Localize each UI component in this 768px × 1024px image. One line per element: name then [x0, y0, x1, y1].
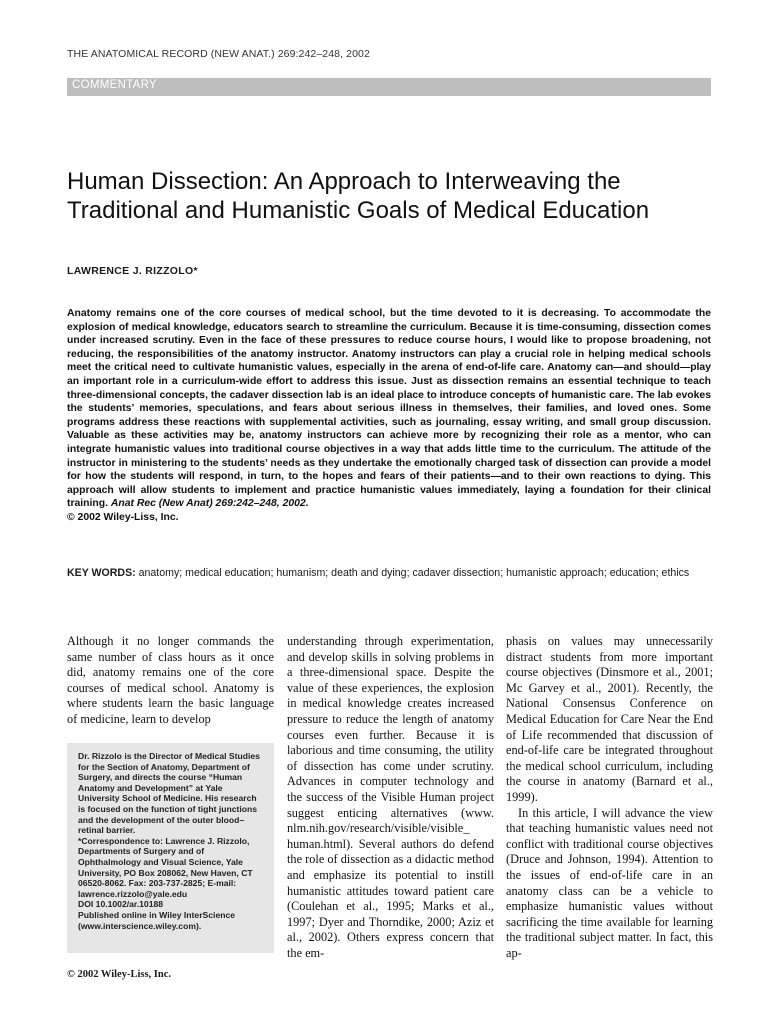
- keywords: [67, 566, 711, 581]
- body-paragraph: In this article, I will advance the view that teaching humanistic values need not conflict with traditional course objectives (Druce and Johnson, 1994). Attention to the issues of end-of-life care in an anatomy class can be a vehicle to emphasize humanistic values without sacrificing the time available for learning the traditional subject matter. In fact, this ap-: [506, 805, 713, 960]
- keywords-label: KEY WORDS:: [67, 567, 136, 579]
- keywords-list: anatomy; medical education; humanism; death and dying; cadaver dissection; humanistic approach; education; ethics: [138, 567, 690, 579]
- body-column-2: [287, 634, 494, 961]
- body-paragraph: phasis on values may unnecessarily distract students from more important course objectives (Dinsmore et al., 2001; Mc Garvey et al., 2001). Recently, the National Consensus Conference on Medical Education for Care Near the End of Life recommended that discussion of end-of-life care be integrated throughout the medical school curriculum, including the course in anatomy (Barnard et al., 1999).: [506, 634, 713, 804]
- abstract-copyright: © 2002 Wiley-Liss, Inc.: [67, 511, 179, 523]
- correspondence: *Correspondence to: Lawrence J. Rizzolo, Departments of Surgery and of Ophthalmology and Visual Science, Yale University, PO Box 208062, New Haven, CT 06520-8062. Fax: 203-737-2825; E-mail: lawrence.rizzolo@yale.edu: [78, 835, 253, 899]
- footer-copyright: © 2002 Wiley-Liss, Inc.: [67, 969, 172, 980]
- doi: DOI 10.1002/ar.10188: [78, 899, 164, 910]
- journal-citation-header: THE ANATOMICAL RECORD (NEW ANAT.) 269:242–248, 2002: [67, 48, 370, 60]
- abstract: [67, 307, 711, 525]
- body-paragraph: understanding through experimentation, and develop skills in solving problems in a three-dimensional space. Despite the value of these experiences, the explosion in medical knowledge creates increased pressure to reduce the length of anatomy courses even further. Because it is laborious and time consuming, the utility of dissection has come under scrutiny. Advances in computer technology and the success of the Visible Human project suggest enticing alternatives (www. nlm.nih.gov/research/visible/visible_ human.html). Several authors do defend the role of dissection as a didactic method and emphasize its potential to instill humanistic attitudes toward patient care (Coulehan et al., 1995; Marks et al., 1997; Dyer and Thorndike, 2000; Aziz et al., 2002). Others express concern that the em-: [287, 634, 494, 960]
- abstract-citation: Anat Rec (New Anat) 269:242–248, 2002.: [110, 498, 309, 510]
- author-affiliation-box: [67, 743, 274, 953]
- article-title: Human Dissection: An Approach to Interweaving the Traditional and Humanistic Goals of Medical Education: [67, 168, 650, 224]
- section-label-bar: COMMENTARY: [67, 78, 711, 96]
- published-online: Published online in Wiley InterScience (www.interscience.wiley.com).: [78, 909, 236, 931]
- body-column-3: [506, 634, 713, 961]
- article-author: LAWRENCE J. RIZZOLO*: [67, 265, 198, 277]
- body-column-1: [67, 634, 274, 728]
- body-paragraph: Although it no longer commands the same number of class hours as it once did, anatomy remains one of the core courses of medical school. Anatomy is where students learn the basic language of medicine, learn to develop: [67, 634, 274, 726]
- abstract-text: Anatomy remains one of the core courses of medical school, but the time devoted to it is decreasing. To accommodate the explosion of medical knowledge, educators search to streamline the curriculum. Because it is time-consuming, dissection comes under increased scrutiny. Even in the face of these pressures to reduce course hours, I would like to propose broadening, not reducing, the responsibilities of the anatomy instructor. Anatomy instructors can play a crucial role in helping medical schools meet the critical need to cultivate humanistic values, especially in the arena of end-of-life care. Anatomy can—and should—play an important role in a curriculum-wide effort to address this issue. Just as dissection remains an essential technique to teach three-dimensional concepts, the cadaver dissection lab is an ideal place to introduce concepts of humanistic care. The lab evokes the students’ memories, speculations, and fears about serious illness in themselves, their families, and loved ones. Some programs address these reactions with supplemental activities, such as journaling, essay writing, and small group discussion. Valuable as these activities may be, anatomy instructors can achieve more by recognizing their role as a mentor, who can integrate humanistic values into traditional course objectives in a way that adds little time to the curriculum. The attitude of the instructor in ministering to the students’ needs as they undertake the emotionally charged task of dissection can provide a model for how the students will respond, in turn, to the hopes and fears of their patients—and to their own reactions to dying. This approach will allow students to implement and practice humanistic values immediately, laying a foundation for their clinical training.: [67, 308, 711, 510]
- author-bio: Dr. Rizzolo is the Director of Medical Studies for the Section of Anatomy, Department of Surgery, and directs the course “Human Anatomy and Development” at Yale University School of Medicine. His research is focused on the function of tight junctions and the development of the outer blood–retinal barrier.: [78, 751, 260, 836]
